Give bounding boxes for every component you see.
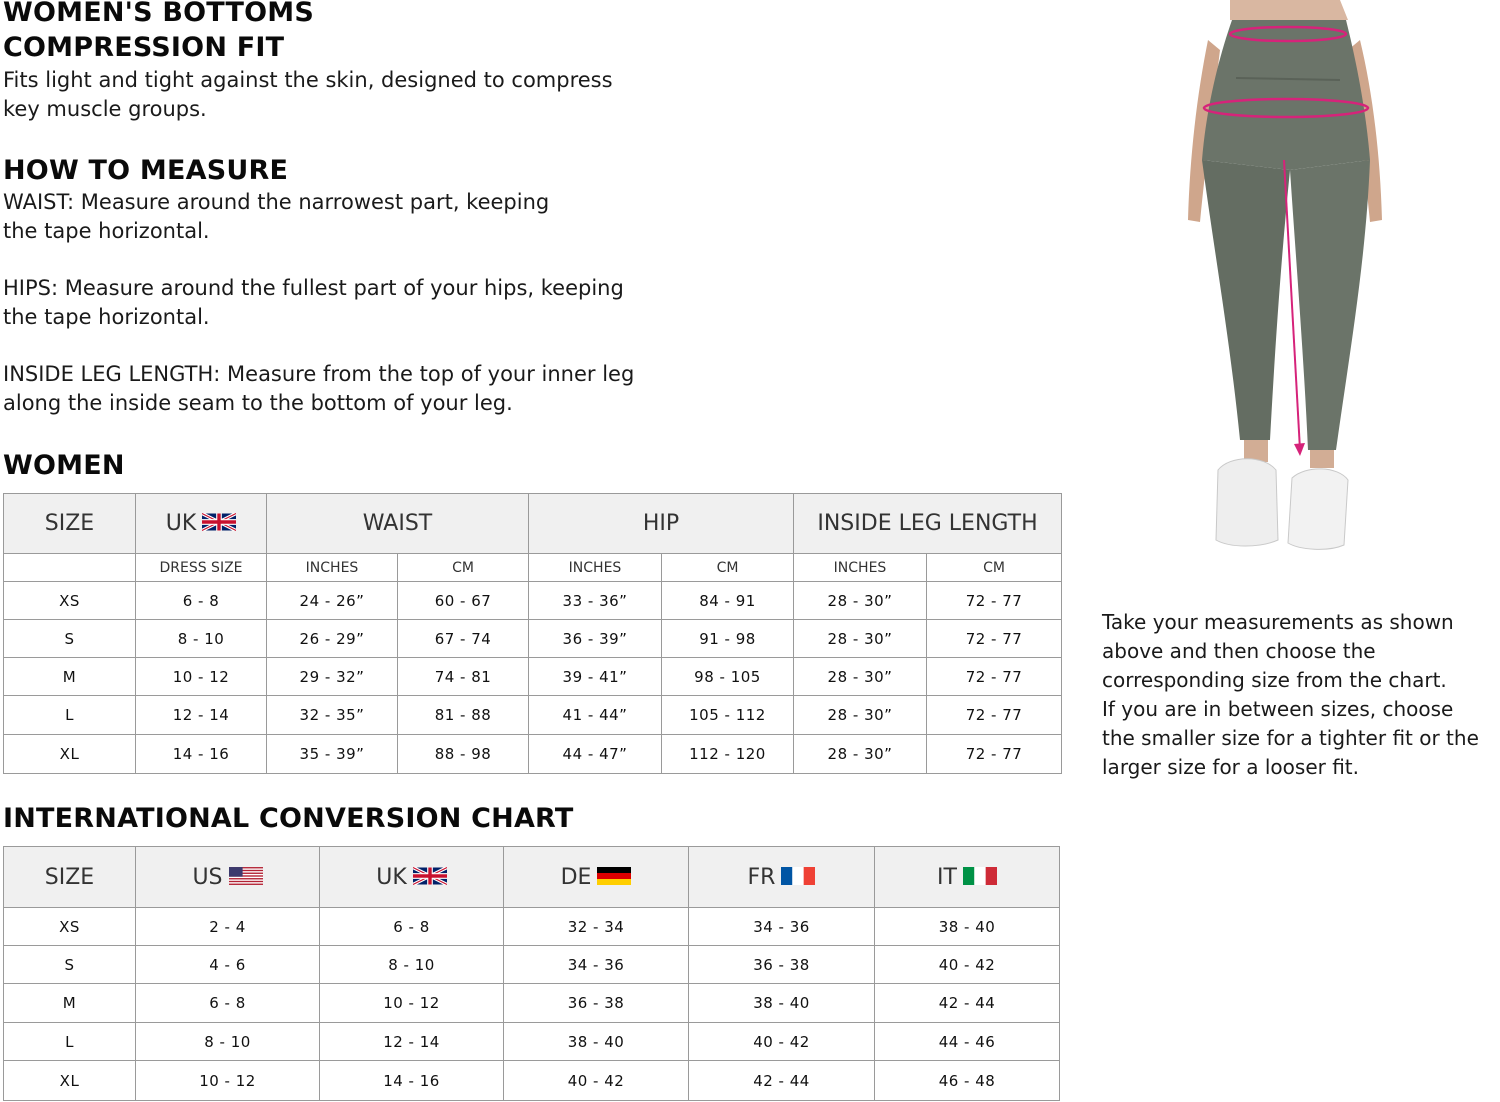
table-cell: 112 - 120 [662, 735, 794, 774]
table-row [4, 1023, 1060, 1061]
hips-instruction-line1: HIPS: Measure around the fullest part of your hips, keeping [3, 276, 624, 300]
how-to-measure-heading: HOW TO MEASURE [3, 155, 289, 186]
uk-flag-icon [413, 867, 447, 885]
model-measurement-illustration [1160, 0, 1410, 560]
table-row [4, 696, 1062, 735]
subheader-cell: INCHES [267, 554, 398, 582]
waist-instruction-line2: the tape horizontal. [3, 219, 210, 243]
table-cell: 34 - 36 [689, 908, 875, 946]
it-header-label: IT [937, 864, 957, 890]
table-cell: XS [4, 582, 136, 620]
table-cell: 32 - 35” [267, 696, 398, 735]
table-cell: 40 - 42 [875, 946, 1060, 984]
fr-flag-icon [781, 867, 815, 885]
table-cell: 72 - 77 [927, 735, 1062, 774]
inside-leg-header: INSIDE LEG LENGTH [794, 494, 1062, 554]
table-cell: 60 - 67 [398, 582, 529, 620]
women-subheader-row [4, 554, 1062, 582]
fit-title: COMPRESSION FIT [3, 32, 285, 63]
conversion-heading: INTERNATIONAL CONVERSION CHART [3, 803, 574, 834]
table-cell: 38 - 40 [875, 908, 1060, 946]
table-cell: 12 - 14 [320, 1023, 504, 1061]
table-row [4, 908, 1060, 946]
women-size-table [3, 493, 1062, 774]
table-cell: 72 - 77 [927, 696, 1062, 735]
table-row [4, 735, 1062, 774]
leg-instruction-line1: INSIDE LEG LENGTH: Measure from the top of your inner leg [3, 362, 635, 386]
it-flag-icon [963, 867, 997, 885]
table-cell: 26 - 29” [267, 620, 398, 658]
table-cell: 72 - 77 [927, 582, 1062, 620]
table-cell: 39 - 41” [529, 658, 662, 696]
subheader-cell: INCHES [529, 554, 662, 582]
table-cell: 28 - 30” [794, 696, 927, 735]
subheader-cell: CM [927, 554, 1062, 582]
fr-header [689, 847, 875, 908]
women-heading: WOMEN [3, 450, 125, 481]
waist-instruction-line1: WAIST: Measure around the narrowest part, keeping [3, 190, 550, 214]
hips-instruction-line2: the tape horizontal. [3, 305, 210, 329]
de-header-label: DE [560, 864, 592, 890]
leg-instruction-line2: along the inside seam to the bottom of your leg. [3, 391, 513, 415]
table-cell: 28 - 30” [794, 582, 927, 620]
table-cell: S [4, 620, 136, 658]
table-cell: 32 - 34 [504, 908, 689, 946]
uk-header [136, 494, 267, 554]
table-cell: 33 - 36” [529, 582, 662, 620]
table-row [4, 984, 1060, 1023]
advice-line: If you are in between sizes, choose [1102, 697, 1454, 721]
table-cell: 14 - 16 [136, 735, 267, 774]
table-row [4, 620, 1062, 658]
fr-header-label: FR [747, 864, 776, 890]
table-cell: M [4, 658, 136, 696]
table-cell: 8 - 10 [136, 620, 267, 658]
fit-description-line2: key muscle groups. [3, 97, 207, 121]
table-cell: 28 - 30” [794, 620, 927, 658]
table-cell: 72 - 77 [927, 620, 1062, 658]
advice-line: larger size for a looser fit. [1102, 755, 1360, 779]
table-cell: L [4, 696, 136, 735]
waist-header: WAIST [267, 494, 529, 554]
table-cell: 24 - 26” [267, 582, 398, 620]
subheader-cell [4, 554, 136, 582]
uk-header [320, 847, 504, 908]
table-cell: 8 - 10 [320, 946, 504, 984]
uk-header-label: UK [165, 511, 197, 536]
table-cell: XL [4, 735, 136, 774]
subheader-cell: CM [662, 554, 794, 582]
uk-header-label: UK [376, 864, 407, 890]
table-cell: 10 - 12 [136, 658, 267, 696]
table-cell: 28 - 30” [794, 735, 927, 774]
table-cell: 72 - 77 [927, 658, 1062, 696]
table-cell: 36 - 38 [504, 984, 689, 1023]
us-header [136, 847, 320, 908]
conversion-header-row [4, 847, 1060, 908]
table-cell: 8 - 10 [136, 1023, 320, 1061]
us-flag-icon [229, 867, 263, 885]
table-cell: 6 - 8 [136, 582, 267, 620]
table-cell: 10 - 12 [320, 984, 504, 1023]
size-header: SIZE [4, 494, 136, 554]
size-header: SIZE [4, 847, 136, 908]
table-row [4, 582, 1062, 620]
product-title: WOMEN'S BOTTOMS [3, 0, 315, 28]
table-cell: 14 - 16 [320, 1061, 504, 1101]
table-cell: 12 - 14 [136, 696, 267, 735]
table-cell: 6 - 8 [320, 908, 504, 946]
advice-line: corresponding size from the chart. [1102, 668, 1447, 692]
subheader-cell: DRESS SIZE [136, 554, 267, 582]
advice-line: above and then choose the [1102, 639, 1376, 663]
conversion-table [3, 846, 1060, 1101]
table-row [4, 658, 1062, 696]
table-cell: 2 - 4 [136, 908, 320, 946]
subheader-cell: CM [398, 554, 529, 582]
table-cell: 42 - 44 [689, 1061, 875, 1101]
table-cell: 40 - 42 [504, 1061, 689, 1101]
table-cell: 81 - 88 [398, 696, 529, 735]
table-cell: 6 - 8 [136, 984, 320, 1023]
table-cell: 46 - 48 [875, 1061, 1060, 1101]
table-cell: 38 - 40 [689, 984, 875, 1023]
table-row [4, 946, 1060, 984]
table-cell: 34 - 36 [504, 946, 689, 984]
subheader-cell: INCHES [794, 554, 927, 582]
table-cell: 88 - 98 [398, 735, 529, 774]
table-cell: 4 - 6 [136, 946, 320, 984]
table-cell: 44 - 47” [529, 735, 662, 774]
table-cell: XL [4, 1061, 136, 1101]
table-cell: 38 - 40 [504, 1023, 689, 1061]
de-header [504, 847, 689, 908]
table-cell: 44 - 46 [875, 1023, 1060, 1061]
measurement-advice [1102, 608, 1500, 782]
table-row [4, 1061, 1060, 1101]
table-cell: 29 - 32” [267, 658, 398, 696]
table-cell: 91 - 98 [662, 620, 794, 658]
de-flag-icon [597, 867, 631, 885]
table-cell: 74 - 81 [398, 658, 529, 696]
table-cell: 28 - 30” [794, 658, 927, 696]
table-cell: M [4, 984, 136, 1023]
advice-line: the smaller size for a tighter fit or the [1102, 726, 1479, 750]
table-cell: S [4, 946, 136, 984]
us-header-label: US [192, 864, 223, 890]
table-cell: 105 - 112 [662, 696, 794, 735]
table-cell: 42 - 44 [875, 984, 1060, 1023]
it-header [875, 847, 1060, 908]
uk-flag-icon [202, 513, 236, 531]
table-cell: XS [4, 908, 136, 946]
table-cell: 10 - 12 [136, 1061, 320, 1101]
table-cell: 84 - 91 [662, 582, 794, 620]
table-cell: 36 - 38 [689, 946, 875, 984]
table-cell: 41 - 44” [529, 696, 662, 735]
fit-description-line1: Fits light and tight against the skin, designed to compress [3, 68, 613, 92]
table-cell: 40 - 42 [689, 1023, 875, 1061]
table-cell: 35 - 39” [267, 735, 398, 774]
women-header-row [4, 494, 1062, 554]
table-cell: 98 - 105 [662, 658, 794, 696]
table-cell: 67 - 74 [398, 620, 529, 658]
table-cell: L [4, 1023, 136, 1061]
advice-line: Take your measurements as shown [1102, 610, 1454, 634]
table-cell: 36 - 39” [529, 620, 662, 658]
hip-header: HIP [529, 494, 794, 554]
